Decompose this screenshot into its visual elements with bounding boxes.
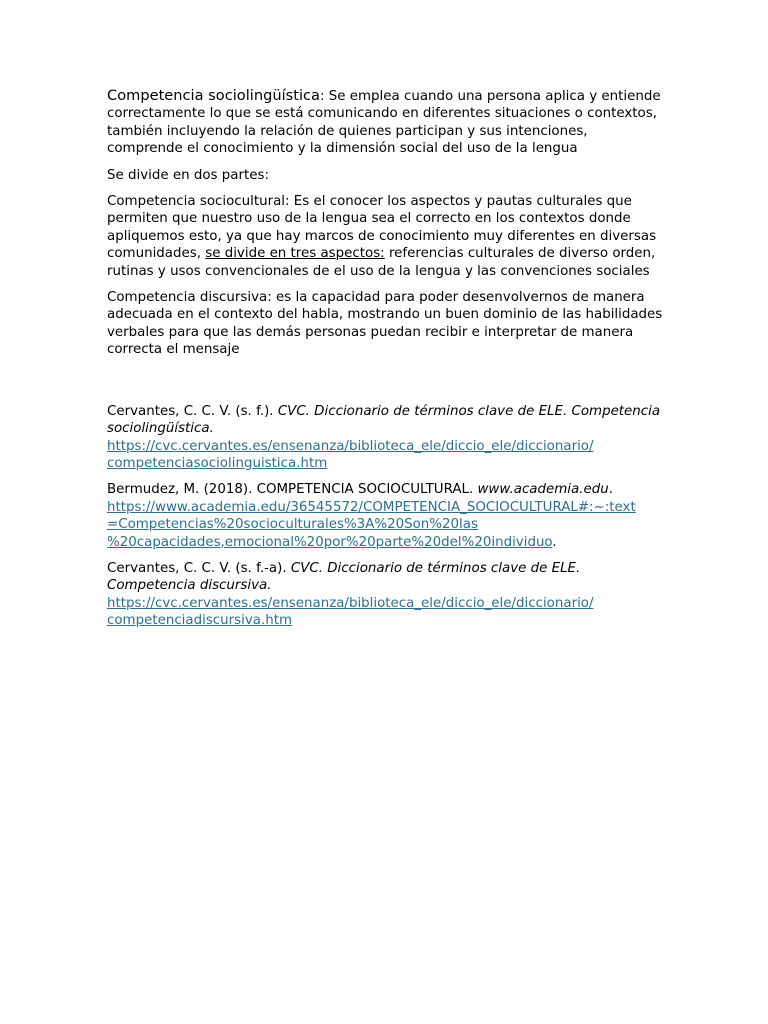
reference-item [107, 560, 667, 630]
reference-title: CVC. Diccionario de términos clave de ELE. Competencia discursiva. [107, 560, 581, 594]
sociocultural-text-after: referencias culturales de diverso orden, rutinas y usos convencionales de el uso de la lengua y las convenciones sociales [107, 246, 656, 279]
reference-link[interactable]: https://cvc.cervantes.es/ensenanza/biblioteca_ele/diccio_ele/diccionario/ competenciasociolinguistica.htm [107, 438, 594, 471]
reference-title: www.academia.edu [477, 482, 609, 498]
reference-title: CVC. Diccionario de términos clave de ELE. Competencia sociolingüística. [107, 403, 661, 437]
reference-item [107, 403, 667, 473]
paragraph-discursive: Competencia discursiva: es la capacidad para poder desenvolvernos de manera adecuada en el contexto del habla, mostrando un buen dominio de las habilidades verbales para que las demás personas puedan recibir e interpretar de manera correcta el mensaje [107, 290, 663, 358]
sociocultural-underlined: se divide en tres aspectos: [205, 246, 385, 262]
heading-sociolinguistic: Competencia sociolingüística [107, 87, 320, 104]
spacer [107, 368, 667, 403]
reference-author: Cervantes, C. C. V. (s. f.-a). [107, 560, 291, 576]
sociolinguistic-body: : Se emplea cuando una persona aplica y entiende correctamente lo que se está comunicando en diferentes situaciones o contextos, también incluyendo la relación de quienes participan y sus intenciones, comprende el conocimiento y la dimensión social del uso de la lengua [107, 89, 661, 157]
paragraph-sociocultural [107, 193, 667, 280]
reference-link[interactable]: https://www.academia.edu/36545572/COMPETENCIA_SOCIOCULTURAL#:~:text =Competencias%20socioculturales%3A%20Son%20las %20capacidades,emocional%20por%20parte%20del%20individuo [107, 499, 636, 550]
paragraph-divide: Se divide en dos partes: [107, 167, 269, 183]
reference-link[interactable]: https://cvc.cervantes.es/ensenanza/biblioteca_ele/diccio_ele/diccionario/ competenciadiscursiva.htm [107, 595, 594, 629]
paragraph-sociolinguistic [107, 87, 667, 158]
reference-author: Cervantes, C. C. V. (s. f.). [107, 403, 278, 419]
sociocultural-text-before: Competencia sociocultural: Es el conocer los aspectos y pautas culturales que permiten que nuestro uso de la lengua sea el correcto en los contextos donde apliquemos esto, ya que hay marcos de conocimiento muy diferentes en diversas comunidades, [107, 194, 657, 262]
reference-item: Bermudez, M. (2018). COMPETENCIA SOCIOCULTURAL. www.academia.edu. https://www.academia.edu/36545572/COMPETENCIA_SOCIOCULTURAL#:~:text =Competencias%20socioculturales%3A%20Son%20las %20capacidades,emocional%20por%20parte%20del%20individuo. [107, 482, 636, 550]
document-page [107, 87, 667, 639]
reference-author: Bermudez, M. (2018). COMPETENCIA SOCIOCULTURAL. [107, 482, 478, 498]
